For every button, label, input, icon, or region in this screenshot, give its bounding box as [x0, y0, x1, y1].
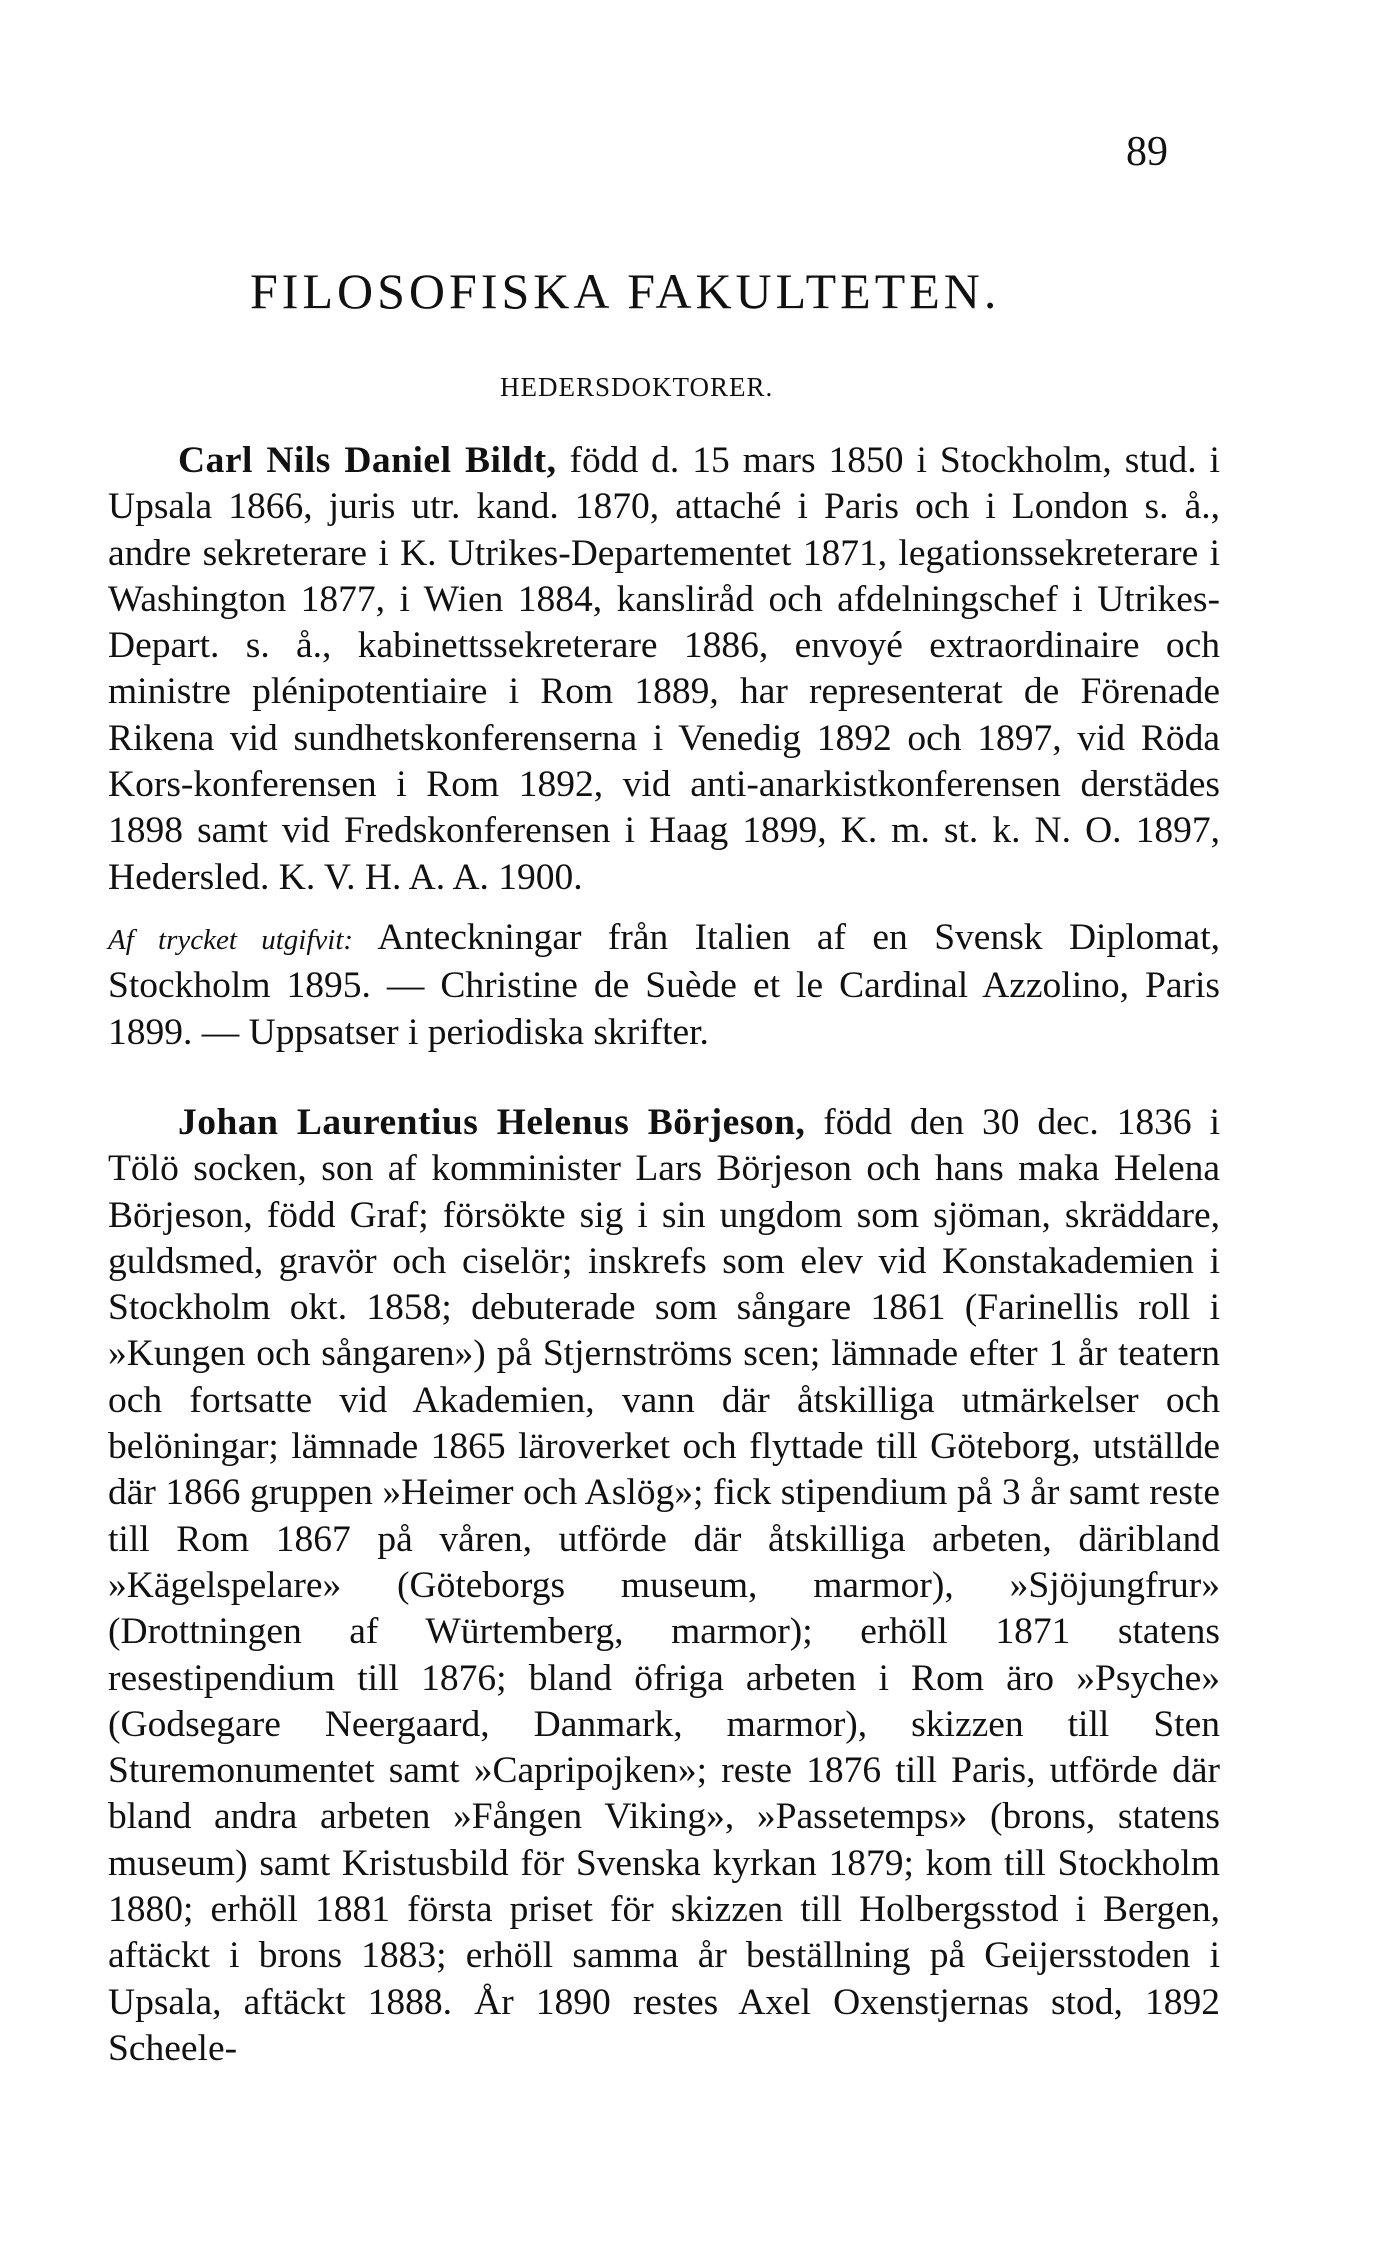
- entry-borjeson-text: född den 30 dec. 1836 i Tölö socken, son af komminister Lars Börjeson och hans maka Helena Börjeson, född Graf; försökte sig i sin ungdom som sjöman, skräddare, guldsmed, gravör och ciselör; inskrefs som elev vid Konstakademien i Stockholm okt. 1858; debuterade som sångare 1861 (Farinellis roll i »Kungen och sångaren») på Stjernströms scen; lämnade efter 1 år teatern och fortsatte vid Akademien, vann där åtskilliga utmärkelser och belöningar; lämnade 1865 läroverket och flyttade till Göteborg, utställde där 1866 gruppen »Heimer och Aslög»; fick stipendium på 3 år samt reste till Rom 1867 på våren, utförde där åtskilliga arbeten, däribland »Kägelspelare» (Göteborgs museum, marmor), »Sjöjungfrur» (Drottningen af Würtemberg, marmor); erhöll 1871 statens resestipendium till 1876; bland öfriga arbeten i Rom äro »Psyche» (Godsegare Neergaard, Danmark, marmor), skizzen till Sten Sturemonumentet samt »Capripojken»; reste 1876 till Paris, utförde där bland andra arbeten »Fången Viking», »Passetemps» (brons, statens museum) samt Kristusbild för Svenska kyrkan 1879; kom till Stockholm 1880; erhöll 1881 första priset för skizzen till Holbergsstod i Bergen, aftäckt i brons 1883; erhöll samma år beställning på Geijersstoden i Upsala, aftäckt 1888. År 1890 restes Axel Oxenstjernas stod, 1892 Scheele-: [108, 1102, 1220, 2069]
- section-subheading: HEDERSDOKTORER.: [500, 372, 774, 402]
- entry-bildt-text: född d. 15 mars 1850 i Stockholm, stud. i Upsala 1866, juris utr. kand. 1870, attaché i Paris och i London s. å., andre sekreterare i K. Utrikes-Departementet 1871, legationssekreterare i Washington 1877, i Wien 1884, kansliråd och afdelningschef i Utrikes-Depart. s. å., kabinettssekreterare 1886, envoyé extraordinaire och ministre plénipotentiaire i Rom 1889, har representerat de Förenade Rikena vid sundhetskonferenserna i Venedig 1892 och 1897, vid Röda Kors-konferensen i Rom 1892, vid anti-anarkistkonferensen derstädes 1898 samt vid Fredskonferensen i Haag 1899, K. m. st. k. N. O. 1897, Hedersled. K. V. H. A. A. 1900.: [108, 440, 1220, 898]
- entry-bildt-works-text: Anteckningar från Italien af en Svensk Diplomat, Stockholm 1895. — Christine de Suède et le Cardinal Azzolino, Paris 1899. — Uppsatser i periodiska skrifter.: [108, 916, 1220, 1053]
- entry-bildt-works-label: Af trycket utgifvit:: [108, 923, 354, 956]
- faculty-heading: FILOSOFISKA FAKULTETEN.: [250, 263, 1001, 319]
- entry-bildt-paragraph: [108, 438, 1220, 901]
- entry-bildt-works: [108, 915, 1220, 1056]
- entry-bildt-name: Carl Nils Daniel Bildt,: [178, 440, 557, 481]
- entry-borjeson-paragraph: [108, 1100, 1220, 2072]
- page-number: 89: [1126, 129, 1168, 175]
- entry-borjeson-name: Johan Laurentius Helenus Börjeson,: [178, 1102, 806, 1143]
- entry-borjeson: [108, 1100, 1220, 2072]
- entry-bildt: [108, 438, 1220, 1056]
